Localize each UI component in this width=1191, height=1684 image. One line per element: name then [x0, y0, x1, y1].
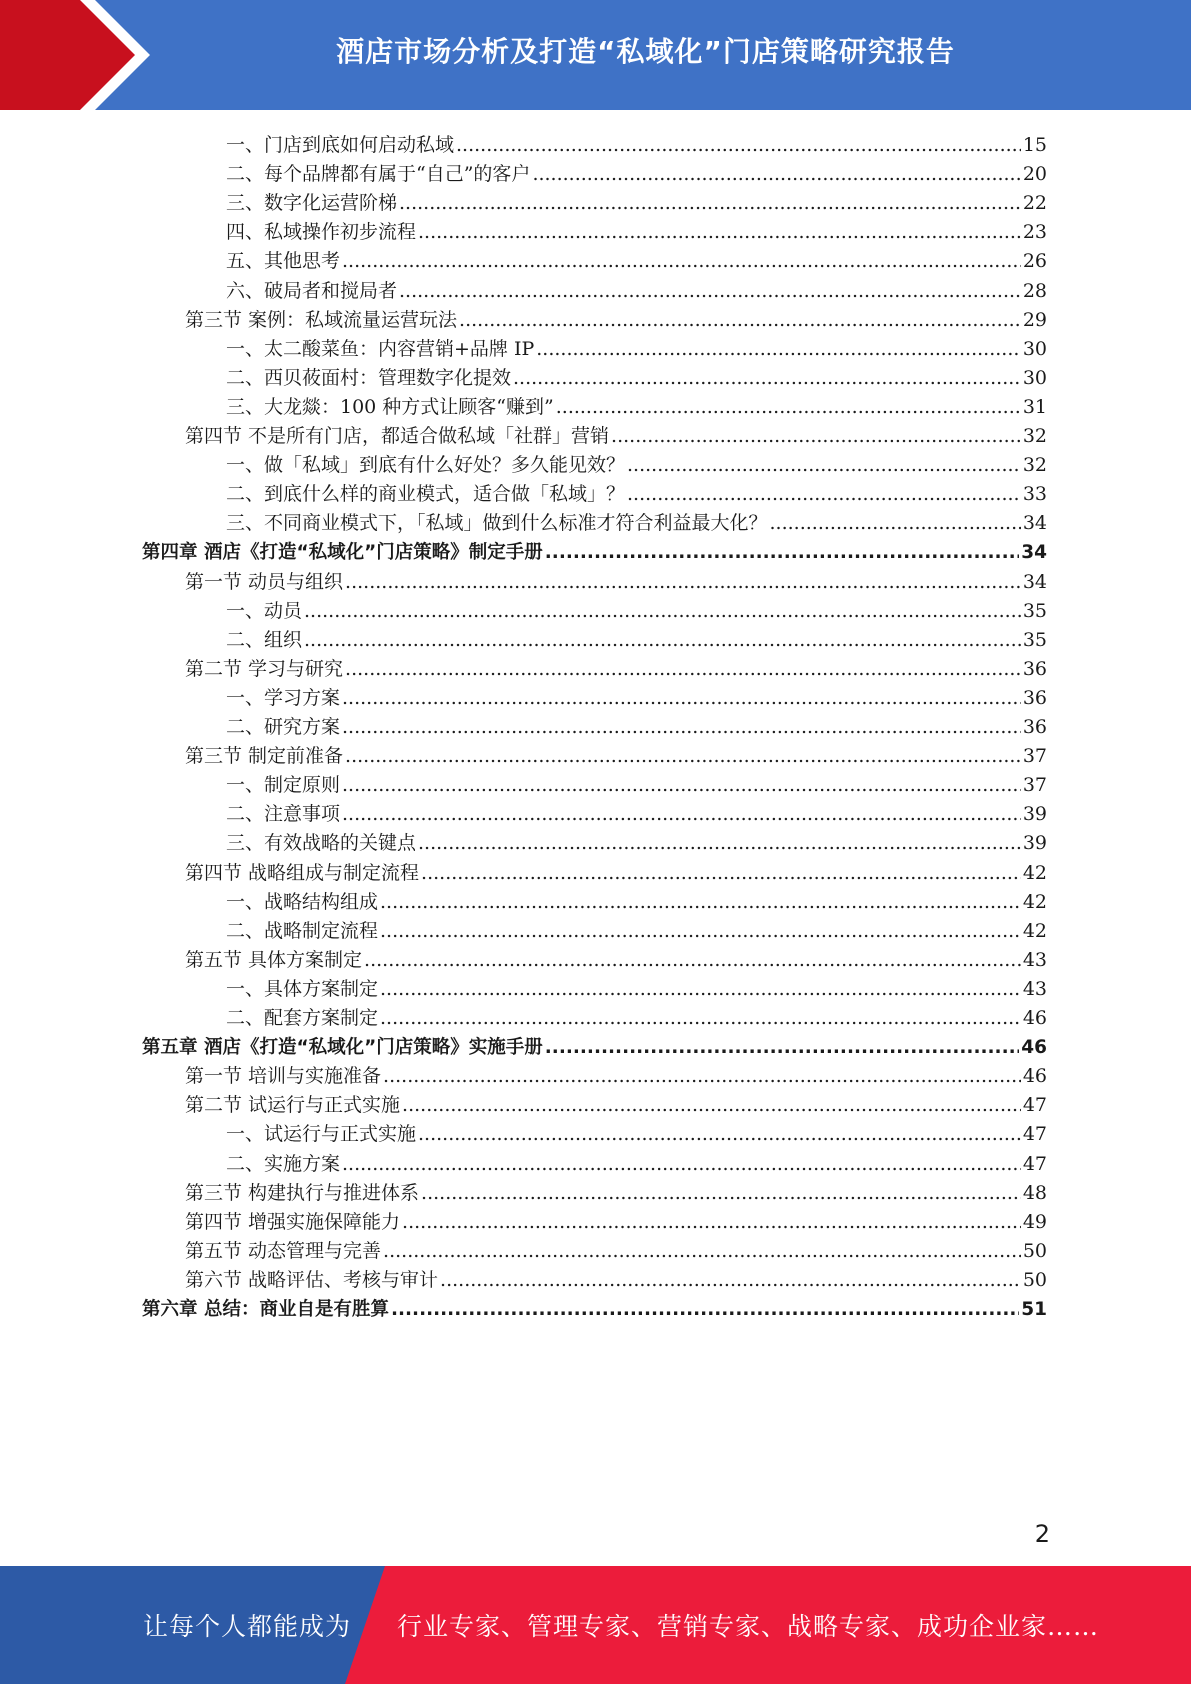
- toc-dot-leader: [399, 276, 1021, 307]
- toc-dot-leader: [513, 363, 1021, 394]
- toc-subsection-entry[interactable]: [226, 217, 1047, 248]
- toc-entry-label: 第五章 酒店《打造“私域化”门店策略》实施手册: [142, 1037, 543, 1059]
- toc-entry-page: 35: [1022, 599, 1047, 622]
- toc-dot-leader: [459, 305, 1021, 336]
- toc-section-entry[interactable]: [185, 1061, 1047, 1092]
- toc-dot-leader: [380, 887, 1021, 918]
- toc-dot-leader: [536, 334, 1021, 365]
- toc-entry-label: 二、到底什么样的商业模式，适合做「私域」？: [226, 483, 626, 506]
- toc-subsection-entry[interactable]: [226, 916, 1047, 947]
- toc-entry-label: 一、动员: [226, 599, 303, 622]
- toc-entry-label: 二、注意事项: [226, 803, 341, 826]
- toc-subsection-entry[interactable]: [226, 159, 1047, 190]
- toc-dot-leader: [380, 916, 1021, 947]
- toc-entry-page: 43: [1022, 977, 1047, 1000]
- toc-entry-label: 四、私域操作初步流程: [226, 221, 417, 244]
- toc-subsection-entry[interactable]: [226, 799, 1047, 830]
- toc-entry-label: 三、不同商业模式下，「私域」做到什么标准才符合利益最大化？: [226, 512, 768, 535]
- toc-dot-leader: [364, 945, 1021, 976]
- toc-section-entry[interactable]: [185, 1265, 1047, 1296]
- footer-slogan-left: 让每个人都能成为: [143, 1612, 352, 1641]
- toc-entry-label: 第二节 学习与研究: [185, 657, 344, 680]
- toc-entry-page: 29: [1022, 308, 1047, 331]
- toc-entry-page: 39: [1022, 803, 1047, 826]
- toc-entry-label: 一、战略结构组成: [226, 890, 379, 913]
- toc-subsection-entry[interactable]: [226, 363, 1047, 394]
- toc-entry-page: 47: [1022, 1123, 1047, 1146]
- toc-dot-leader: [418, 828, 1021, 859]
- toc-subsection-entry[interactable]: [226, 1119, 1047, 1150]
- toc-section-entry[interactable]: [185, 741, 1047, 772]
- toc-subsection-entry[interactable]: [226, 683, 1047, 714]
- toc-section-entry[interactable]: [185, 567, 1047, 598]
- toc-dot-leader: [342, 799, 1021, 830]
- toc-subsection-entry[interactable]: [226, 712, 1047, 743]
- toc-chapter-entry[interactable]: [142, 537, 1047, 568]
- toc-entry-page: 47: [1022, 1094, 1047, 1117]
- toc-entry-page: 30: [1022, 366, 1047, 389]
- toc-entry-page: 36: [1022, 657, 1047, 680]
- toc-entry-label: 一、太二酸菜鱼：内容营销+品牌 IP: [226, 337, 535, 360]
- toc-entry-label: 一、制定原则: [226, 774, 341, 797]
- toc-dot-leader: [391, 1294, 1019, 1325]
- toc-dot-leader: [611, 421, 1021, 452]
- toc-entry-page: 51: [1021, 1299, 1047, 1320]
- toc-subsection-entry[interactable]: [226, 1149, 1047, 1180]
- toc-entry-label: 六、破局者和搅局者: [226, 279, 398, 302]
- toc-entry-page: 30: [1022, 337, 1047, 360]
- toc-entry-label: 二、研究方案: [226, 716, 341, 738]
- toc-entry-page: 37: [1022, 745, 1047, 768]
- toc-entry-page: 23: [1022, 221, 1047, 244]
- toc-section-entry[interactable]: [185, 1178, 1047, 1209]
- toc-dot-leader: [383, 1236, 1021, 1267]
- toc-dot-leader: [770, 508, 1021, 539]
- toc-entry-page: 46: [1022, 1065, 1047, 1088]
- toc-entry-page: 26: [1022, 250, 1047, 273]
- toc-entry-label: 一、试运行与正式实施: [226, 1123, 417, 1146]
- toc-entry-label: 二、实施方案: [226, 1152, 341, 1175]
- toc-entry-label: 第三节 构建执行与推进体系: [185, 1181, 420, 1204]
- toc-subsection-entry[interactable]: [226, 246, 1047, 277]
- toc-entry-label: 二、每个品牌都有属于“自己”的客户: [226, 163, 531, 186]
- toc-entry-label: 三、数字化运营阶梯: [226, 192, 398, 215]
- toc-dot-leader: [342, 1149, 1021, 1180]
- toc-entry-page: 20: [1022, 163, 1047, 186]
- toc-subsection-entry[interactable]: [226, 276, 1047, 307]
- toc-entry-page: 46: [1022, 1007, 1047, 1029]
- toc-subsection-entry[interactable]: [226, 625, 1047, 656]
- toc-entry-page: 48: [1022, 1181, 1047, 1204]
- toc-dot-leader: [342, 683, 1021, 714]
- toc-entry-label: 二、组织: [226, 628, 303, 651]
- toc-entry-label: 一、学习方案: [226, 686, 341, 709]
- toc-entry-page: 33: [1022, 483, 1047, 506]
- toc-subsection-entry[interactable]: [226, 130, 1047, 161]
- toc-section-entry[interactable]: [185, 1236, 1047, 1267]
- toc-dot-leader: [627, 479, 1021, 510]
- toc-entry-label: 第三节 制定前准备: [185, 745, 344, 768]
- toc-entry-label: 三、大龙燚：100 种方式让顾客“赚到”: [226, 395, 554, 418]
- toc-dot-leader: [545, 1032, 1019, 1063]
- toc-entry-label: 五、其他思考: [226, 250, 341, 273]
- toc-dot-leader: [556, 392, 1021, 423]
- toc-entry-label: 第五节 具体方案制定: [185, 948, 363, 971]
- toc-subsection-entry[interactable]: [226, 450, 1047, 481]
- toc-subsection-entry[interactable]: [226, 508, 1047, 539]
- toc-entry-label: 第四节 战略组成与制定流程: [185, 861, 420, 884]
- toc-subsection-entry[interactable]: [226, 770, 1047, 801]
- toc-entry-page: 36: [1022, 716, 1047, 738]
- toc-entry-page: 32: [1022, 425, 1047, 447]
- toc-entry-page: 47: [1022, 1152, 1047, 1175]
- toc-dot-leader: [342, 712, 1021, 743]
- toc-entry-label: 第四节 不是所有门店，都适合做私域「社群」营销: [185, 425, 610, 447]
- toc-entry-label: 第六节 战略评估、考核与审计: [185, 1268, 439, 1291]
- toc-section-entry[interactable]: [185, 858, 1047, 889]
- toc-entry-page: 32: [1022, 454, 1047, 477]
- toc-entry-page: 42: [1022, 890, 1047, 913]
- toc-entry-page: 39: [1022, 832, 1047, 855]
- toc-chapter-entry[interactable]: [142, 1032, 1047, 1063]
- toc-dot-leader: [380, 1003, 1021, 1034]
- toc-entry-page: 34: [1021, 542, 1047, 564]
- toc-dot-leader: [345, 741, 1021, 772]
- toc-dot-leader: [345, 567, 1021, 598]
- toc-entry-page: 50: [1022, 1239, 1047, 1262]
- toc-entry-label: 二、战略制定流程: [226, 919, 379, 942]
- toc-section-entry[interactable]: [185, 421, 1047, 452]
- toc-section-entry[interactable]: [185, 1090, 1047, 1121]
- toc-dot-leader: [383, 1061, 1021, 1092]
- toc-dot-leader: [418, 217, 1021, 248]
- footer-slogan-right: 行业专家、管理专家、营销专家、战略专家、成功企业家……: [397, 1612, 1100, 1641]
- toc-dot-leader: [399, 188, 1021, 219]
- toc-entry-label: 第四章 酒店《打造“私域化”门店策略》制定手册: [142, 542, 543, 564]
- toc-dot-leader: [345, 654, 1021, 685]
- toc-entry-page: 46: [1021, 1037, 1047, 1059]
- toc-entry-page: 15: [1022, 134, 1047, 156]
- toc-entry-label: 第二节 试运行与正式实施: [185, 1094, 401, 1117]
- toc-subsection-entry[interactable]: [226, 392, 1047, 423]
- page-header: [0, 0, 1191, 110]
- toc-subsection-entry[interactable]: [226, 188, 1047, 219]
- toc-dot-leader: [456, 130, 1021, 161]
- toc-entry-label: 一、具体方案制定: [226, 977, 379, 1000]
- toc-subsection-entry[interactable]: [226, 828, 1047, 859]
- toc-entry-page: 36: [1022, 686, 1047, 709]
- toc-dot-leader: [418, 1119, 1021, 1150]
- toc-entry-page: 42: [1022, 919, 1047, 942]
- toc-dot-leader: [627, 450, 1021, 481]
- page-footer: [0, 1566, 1191, 1684]
- header-arrow-shape: [0, 0, 140, 110]
- toc-entry-page: 22: [1022, 192, 1047, 215]
- toc-subsection-entry[interactable]: [226, 334, 1047, 365]
- toc-subsection-entry[interactable]: [226, 974, 1047, 1005]
- toc-entry-label: 第三节 案例：私域流量运营玩法: [185, 308, 458, 331]
- toc-entry-label: 第一节 培训与实施准备: [185, 1065, 382, 1088]
- toc-subsection-entry[interactable]: [226, 596, 1047, 627]
- toc-entry-page: 37: [1022, 774, 1047, 797]
- toc-entry-label: 三、有效战略的关键点: [226, 832, 417, 855]
- toc-entry-page: 34: [1022, 570, 1047, 593]
- toc-dot-leader: [304, 625, 1021, 656]
- toc-entry-page: 28: [1022, 279, 1047, 302]
- toc-dot-leader: [380, 974, 1021, 1005]
- toc-entry-label: 二、配套方案制定: [226, 1007, 379, 1029]
- toc-entry-label: 第一节 动员与组织: [185, 570, 344, 593]
- toc-section-entry[interactable]: [185, 945, 1047, 976]
- toc-entry-page: 49: [1022, 1210, 1047, 1233]
- toc-section-entry[interactable]: [185, 1207, 1047, 1238]
- toc-entry-label: 第六章 总结：商业自是有胜算: [142, 1299, 389, 1320]
- toc-dot-leader: [440, 1265, 1021, 1296]
- toc-entry-page: 43: [1022, 948, 1047, 971]
- toc-chapter-entry[interactable]: [142, 1294, 1047, 1325]
- toc-dot-leader: [421, 1178, 1021, 1209]
- toc-entry-page: 42: [1022, 861, 1047, 884]
- toc-dot-leader: [304, 596, 1021, 627]
- toc-dot-leader: [402, 1090, 1021, 1121]
- toc-dot-leader: [342, 770, 1021, 801]
- toc-section-entry[interactable]: [185, 654, 1047, 685]
- toc-entry-page: 31: [1022, 395, 1047, 418]
- toc-entry-label: 一、做「私域」到底有什么好处？多久能见效？: [226, 454, 626, 477]
- toc-dot-leader: [421, 858, 1021, 889]
- toc-subsection-entry[interactable]: [226, 1003, 1047, 1034]
- toc-entry-label: 二、西贝莜面村：管理数字化提效: [226, 366, 512, 389]
- toc-dot-leader: [545, 537, 1019, 568]
- toc-dot-leader: [532, 159, 1020, 190]
- toc-entry-page: 35: [1022, 628, 1047, 651]
- toc-entry-page: 34: [1022, 512, 1047, 535]
- toc-dot-leader: [402, 1207, 1021, 1238]
- toc-entry-label: 第四节 增强实施保障能力: [185, 1210, 401, 1233]
- toc-subsection-entry[interactable]: [226, 887, 1047, 918]
- toc-section-entry[interactable]: [185, 305, 1047, 336]
- toc-entry-label: 一、门店到底如何启动私域: [226, 134, 455, 156]
- page-number: 2: [1034, 1520, 1050, 1548]
- report-title: 酒店市场分析及打造“私域化”门店策略研究报告: [336, 35, 955, 68]
- toc-dot-leader: [342, 246, 1021, 277]
- toc-entry-page: 50: [1022, 1268, 1047, 1291]
- toc-subsection-entry[interactable]: [226, 479, 1047, 510]
- toc-entry-label: 第五节 动态管理与完善: [185, 1239, 382, 1262]
